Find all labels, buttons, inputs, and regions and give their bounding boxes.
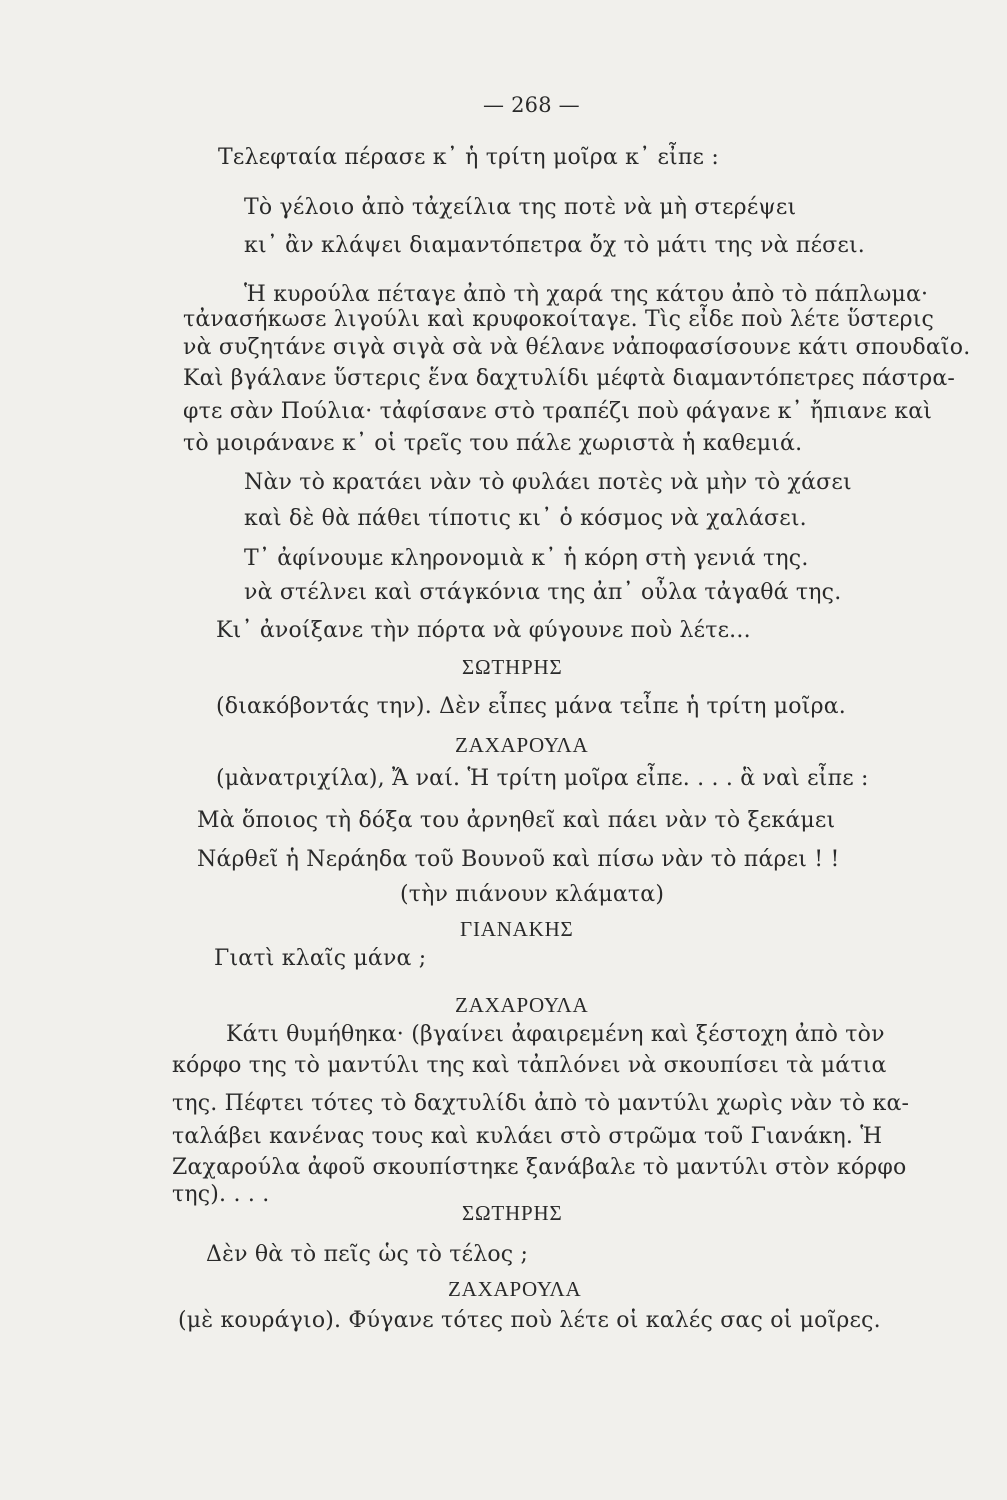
text-line: Γιατὶ κλαῖς μάνα ; [214,946,427,971]
verse-line: Τὸ γέλοιο ἀπὸ τἀχείλια της ποτὲ νὰ μὴ στερέψει [244,195,797,220]
text-line: (μὲ κουράγιο). Φύγανε τότες ποὺ λέτε οἱ καλές σας οἱ μοῖρες. [178,1308,881,1333]
text-line: ταλάβει κανένας τους καὶ κυλάει στὸ στρῶμα τοῦ Γιανάκη. Ἡ [172,1124,883,1149]
text-line: της). . . . [172,1182,270,1207]
text-line: Ζαχαρούλα ἀφοῦ σκουπίστηκε ξανάβαλε τὸ μαντύλι στὸν κόρφο [172,1155,907,1180]
speaker-name: ΣΩΤΗΡΗΣ [462,655,563,679]
stage-direction: (τὴν πιάνουν κλάματα) [400,882,665,907]
text-line: της. Πέφτει τότες τὸ δαχτυλίδι ἀπὸ τὸ μαντύλι χωρὶς νὰν τὸ κα- [172,1091,910,1116]
speaker-name: ΖΑΧΑΡΟΥΛΑ [448,1277,582,1301]
verse-line: κι᾽ ἂν κλάψει διαμαντόπετρα ὄχ τὸ μάτι της νὰ πέσει. [244,233,865,258]
speaker-name: ΓΙΑΝΑΚΗΣ [460,917,574,941]
text-line: τὸ μοιράνανε κ᾽ οἱ τρεῖς του πάλε χωριστὰ ἡ καθεμιά. [183,431,803,456]
text-line: (διακόβοντάς την). Δὲν εἶπες μάνα τεἶπε ἡ τρίτη μοῖρα. [216,694,846,719]
text-line: (μὰνατριχίλα), Ἄ ναί. Ἡ τρίτη μοῖρα εἶπε. . . . ἃ ναὶ εἶπε : [216,766,869,791]
speaker-name: ΣΩΤΗΡΗΣ [462,1201,563,1225]
text-line: Κι᾽ ἀνοίξανε τὴν πόρτα νὰ φύγουνε ποὺ λέτε... [216,618,751,643]
text-line: κόρφο της τὸ μαντύλι της καὶ τἀπλόνει νὰ σκουπίσει τὰ μάτια [172,1053,887,1078]
text-line: τἀνασήκωσε λιγούλι καὶ κρυφοκοίταγε. Τὶς εἶδε ποὺ λέτε ὕστερις [183,307,935,332]
speaker-name: ΖΑΧΑΡΟΥΛΑ [455,733,589,757]
page-number: — 268 — [483,93,580,117]
text-line: Καὶ βγάλανε ὕστερις ἕνα δαχτυλίδι μέφτὰ διαμαντόπετρες πάστρα- [183,366,956,391]
verse-line: Νάρθεῖ ἡ Νεράηδα τοῦ Βουνοῦ καὶ πίσω νὰν τὸ πάρει ! ! [197,847,840,872]
verse-line: καὶ δὲ θὰ πάθει τίποτις κι᾽ ὁ κόσμος νὰ χαλάσει. [244,506,807,531]
text-line: Ἡ κυρούλα πέταγε ἀπὸ τὴ χαρά της κάτου ἀπὸ τὸ πάπλωμα· [244,282,929,307]
text-line: Κάτι θυμήθηκα· (βγαίνει ἀφαιρεμένη καὶ ξέστοχη ἀπὸ τὸν [226,1022,885,1047]
text-line: Δὲν θὰ τὸ πεῖς ὡς τὸ τέλος ; [206,1242,529,1267]
text-line: Τελεφταία πέρασε κ᾽ ἡ τρίτη μοῖρα κ᾽ εἶπε : [218,145,719,170]
text-line: φτε σὰν Πούλια· τἀφίσανε στὸ τραπέζι ποὺ φάγανε κ᾽ ἤπιανε καὶ [183,399,933,424]
verse-line: Νὰν τὸ κρατάει νὰν τὸ φυλάει ποτὲς νὰ μὴν τὸ χάσει [244,470,852,495]
verse-line: νὰ στέλνει καὶ στάγκόνια της ἀπ᾽ οὖλα τἀγαθά της. [244,580,842,605]
verse-line: Μὰ ὅποιος τὴ δόξα του ἀρνηθεῖ καὶ πάει νὰν τὸ ξεκάμει [197,808,836,833]
speaker-name: ΖΑΧΑΡΟΥΛΑ [455,993,589,1017]
text-line: νὰ συζητάνε σιγὰ σιγὰ σὰ νὰ θέλανε νἀποφασίσουνε κάτι σπουδαῖο. [183,335,971,360]
verse-line: Τ᾽ ἀφίνουμε κληρονομιὰ κ᾽ ἡ κόρη στὴ γενιά της. [244,546,809,571]
